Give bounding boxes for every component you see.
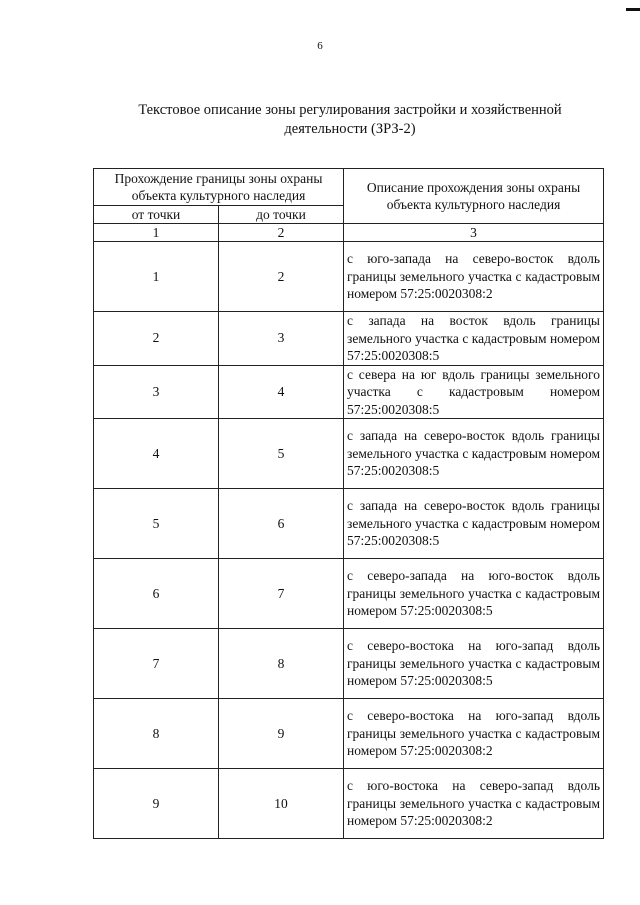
to-point-cell: 5 [219,419,344,489]
header-to-point: до точки [219,206,344,224]
header-from-point: от точки [94,206,219,224]
table-row [94,629,604,699]
description-cell: с северо-востока на юго-запад вдоль границы земельного участка с кадастровым номером 57:25:0020308:2 [344,699,604,769]
to-point-cell: 2 [219,242,344,312]
to-point-cell: 6 [219,489,344,559]
from-point-cell: 7 [94,629,219,699]
to-point-cell: 3 [219,312,344,366]
description-cell: с запада на восток вдоль границы земельного участка с кадастровым номером 57:25:0020308:5 [344,312,604,366]
table-row [94,419,604,489]
from-point-cell: 3 [94,365,219,419]
description-cell: с северо-востока на юго-запад вдоль границы земельного участка с кадастровым номером 57:25:0020308:5 [344,629,604,699]
from-point-cell: 8 [94,699,219,769]
page-number: 6 [317,40,323,52]
table-row [94,365,604,419]
header-boundary-passage: Прохождение границы зоны охраны объекта культурного наследия [94,169,344,206]
column-number-row [94,224,604,242]
table-row [94,559,604,629]
table-row [94,312,604,366]
description-cell: с запада на северо-восток вдоль границы земельного участка с кадастровым номером 57:25:0020308:5 [344,489,604,559]
column-number-1: 1 [94,224,219,242]
from-point-cell: 5 [94,489,219,559]
from-point-cell: 1 [94,242,219,312]
to-point-cell: 8 [219,629,344,699]
description-cell: с юго-востока на северо-запад вдоль границы земельного участка с кадастровым номером 57:25:0020308:2 [344,769,604,839]
from-point-cell: 4 [94,419,219,489]
from-point-cell: 6 [94,559,219,629]
to-point-cell: 9 [219,699,344,769]
document-title-line-2: деятельности (ЗРЗ-2) [284,121,416,137]
table-row [94,699,604,769]
column-number-2: 2 [219,224,344,242]
description-cell: с северо-запада на юго-восток вдоль границы земельного участка с кадастровым номером 57:25:0020308:5 [344,559,604,629]
to-point-cell: 7 [219,559,344,629]
from-point-cell: 2 [94,312,219,366]
document-title-line-1: Текстовое описание зоны регулирования застройки и хозяйственной [138,102,562,118]
description-cell: с юго-запада на северо-восток вдоль границы земельного участка с кадастровым номером 57:25:0020308:2 [344,242,604,312]
header-description: Описание прохождения зоны охраны объекта культурного наследия [344,169,604,224]
from-point-cell: 9 [94,769,219,839]
table-row [94,489,604,559]
to-point-cell: 4 [219,365,344,419]
boundary-table [93,168,604,839]
description-cell: с севера на юг вдоль границы земельного участка с кадастровым номером 57:25:0020308:5 [344,365,604,419]
table-row [94,769,604,839]
description-cell: с запада на северо-восток вдоль границы земельного участка с кадастровым номером 57:25:0020308:5 [344,419,604,489]
corner-mark [626,8,640,11]
table-row [94,242,604,312]
document-title [70,101,630,139]
column-number-3: 3 [344,224,604,242]
to-point-cell: 10 [219,769,344,839]
